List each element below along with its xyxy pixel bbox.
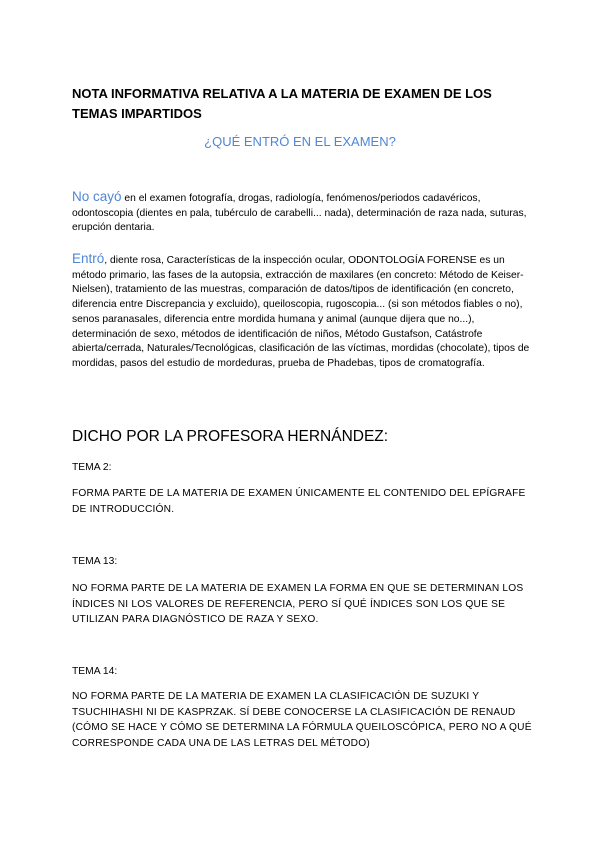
section-heading: DICHO POR LA PROFESORA HERNÁNDEZ: bbox=[72, 428, 389, 445]
tema-14-label: TEMA 14: bbox=[72, 666, 118, 677]
no-cayo-text: en el examen fotografía, drogas, radiología, fenómenos/periodos cadavéricos, odontoscopia (dientes en pala, tubérculo de carabelli... nada), determinación de raza nada, suturas, erupción dentaria. bbox=[72, 193, 527, 234]
tema-2-text: FORMA PARTE DE LA MATERIA DE EXAMEN ÚNICAMENTE EL CONTENIDO DEL EPÍGRAFE DE INTRODUCCIÓN. bbox=[72, 488, 526, 515]
entro-lead: Entró bbox=[72, 251, 105, 266]
entro-text: , diente rosa, Características de la inspección ocular, ODONTOLOGÍA FORENSE es un método primario, las fases de la autopsia, extracción de maxilares (en concreto: Método de Keiser-Nielsen), tratamiento de las muestras, comparación de datos/tipos de identificación (en concreto, diferencia entre Discrepancia y excluido), queiloscopia, rugoscopia... (si son métodos fiables o no), senos paranasales, diferencia entre mordida humana y animal (aunque dijera que no...), determinación de sexo, métodos de identificación de niños, Método Gustafson, Catástrofe abierta/cerrada, Naturales/Tecnológicas, clasificación de las víctimas, mordidas (chocolate), tipos de mordidas, pasos del estudio de mordeduras, prueba de Phadebas, tipos de cromatografía. bbox=[72, 255, 530, 369]
tema-14-text: NO FORMA PARTE DE LA MATERIA DE EXAMEN LA CLASIFICACIÓN DE SUZUKI Y TSUCHIHASHI NI DE KASPRZAK. SÍ DEBE CONOCERSE LA CLASIFICACIÓN DE RENAUD (CÓMO SE HACE Y CÓMO SE DETERMINA LA FÓRMULA QUEILOSCÓPICA, PERO NO A QUÉ CORRESPONDE CADA UNA DE LAS LETRAS DEL MÉTODO) bbox=[72, 691, 532, 749]
tema-13-label: TEMA 13: bbox=[72, 556, 118, 567]
no-cayo-lead: No cayó bbox=[72, 189, 122, 204]
entro-paragraph bbox=[72, 252, 534, 372]
no-cayo-paragraph bbox=[72, 190, 534, 236]
document-title: NOTA INFORMATIVA RELATIVA A LA MATERIA DE EXAMEN DE LOS TEMAS IMPARTIDOS bbox=[72, 86, 492, 121]
tema-2-label: TEMA 2: bbox=[72, 462, 112, 473]
document-subtitle: ¿QUÉ ENTRÓ EN EL EXAMEN? bbox=[204, 134, 396, 149]
tema-13-text: NO FORMA PARTE DE LA MATERIA DE EXAMEN LA FORMA EN QUE SE DETERMINAN LOS ÍNDICES NI LOS VALORES DE REFERENCIA, PERO SÍ QUÉ ÍNDICES SON LOS QUE SE UTILIZAN PARA DIAGNÓSTICO DE RAZA Y SEXO. bbox=[72, 583, 524, 625]
